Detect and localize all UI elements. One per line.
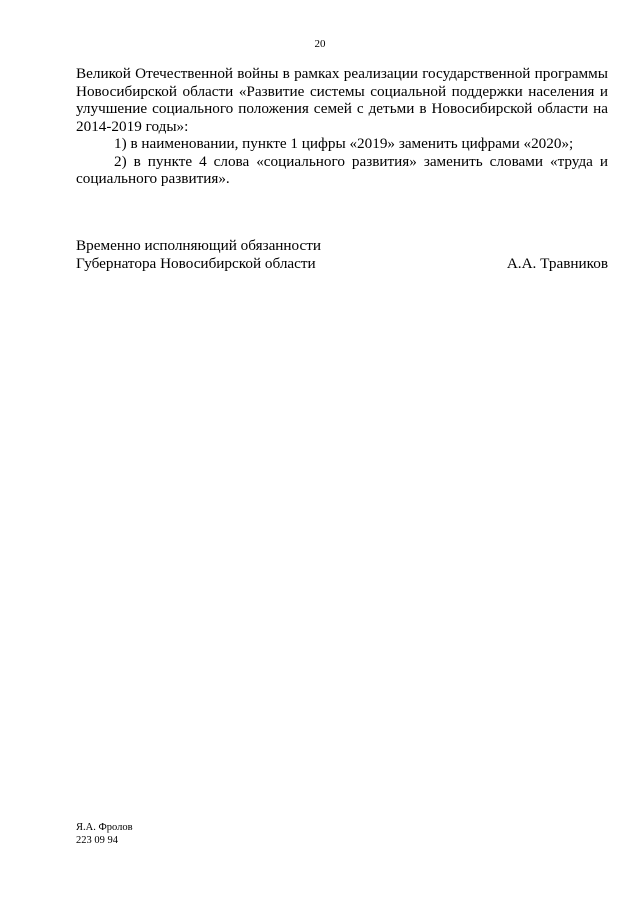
signature-row: [76, 255, 608, 273]
document-body: [76, 65, 608, 188]
signature-block: [76, 237, 608, 273]
page-number: 20: [314, 38, 326, 50]
amendment-item-1: 1) в наименовании, пункте 1 цифры «2019» заменить цифрами «2020»;: [114, 135, 574, 152]
executor-name: Я.А. Фролов: [76, 822, 133, 833]
signatory-name: А.А. Травников: [506, 255, 608, 272]
executor-footer: [76, 821, 133, 847]
signatory-position-line-2: Губернатора Новосибирской области: [76, 255, 316, 272]
executor-phone: 223 09 94: [76, 835, 118, 846]
intro-paragraph: Великой Отечественной войны в рамках реализации государственной программы Новосибирской области «Развитие системы социальной поддержки населения и улучшение социального положения семей с детьми в Новосибирской области на 2014-2019 годы»:: [76, 65, 608, 135]
signatory-position-line-1: Временно исполняющий обязанности: [76, 237, 322, 254]
amendment-item-2: 2) в пункте 4 слова «социального развития» заменить словами «труда и социального развития».: [76, 152, 608, 187]
